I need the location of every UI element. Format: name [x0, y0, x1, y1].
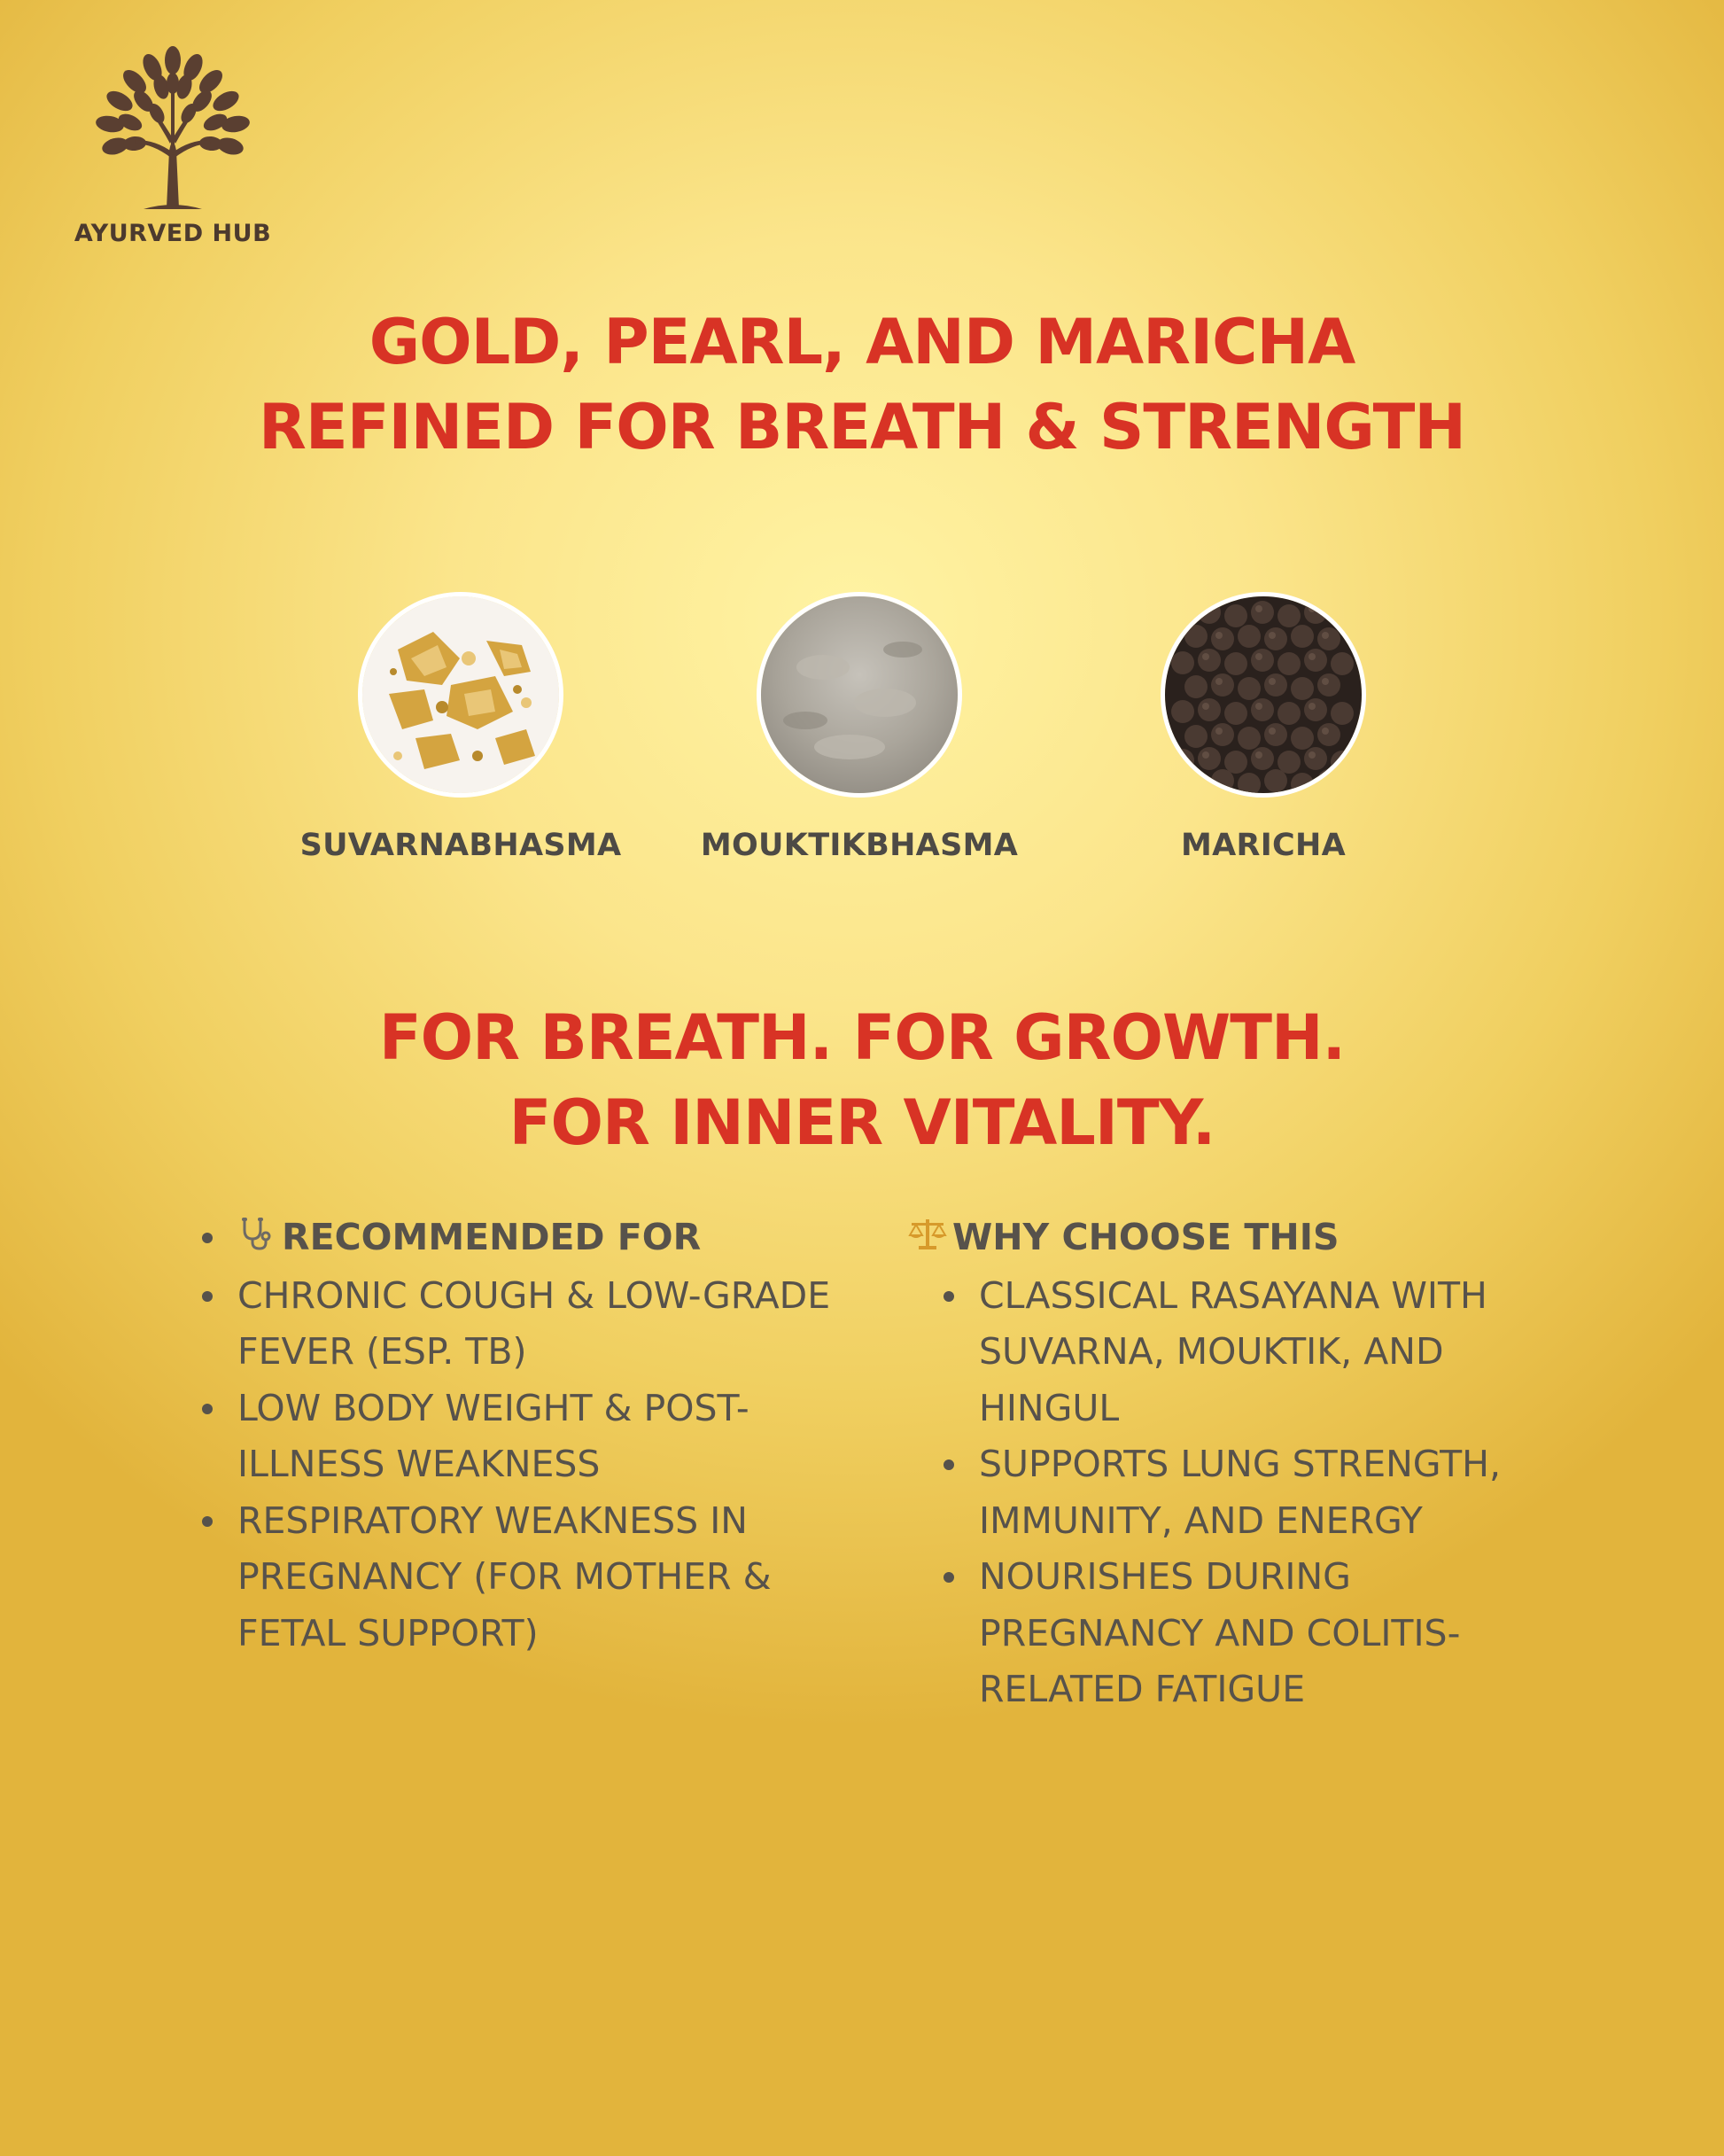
- ingredient-mouktikbhasma: [656, 592, 1063, 863]
- recommended-heading: RECOMMENDED FOR: [282, 1216, 702, 1258]
- ingredient-label: MOUKTIKBHASMA: [700, 828, 1019, 863]
- list-item-line: PREGNANCY AND COLITIS-: [979, 1611, 1461, 1654]
- list-item-line: SUVARNA, MOUKTIK, AND: [979, 1330, 1444, 1374]
- list-item-line: CLASSICAL RASAYANA WITH: [979, 1273, 1487, 1317]
- tree-icon: [90, 44, 255, 213]
- list-item-line: ILLNESS WEAKNESS: [237, 1443, 601, 1486]
- gold-flakes-image: [358, 592, 563, 798]
- why-choose-list: [908, 1210, 1528, 1718]
- pearl-powder-image: [757, 592, 962, 798]
- headline-line-1: GOLD, PEARL, AND MARICHA: [369, 306, 1355, 378]
- tagline-line-1: FOR BREATH. FOR GROWTH.: [378, 1001, 1346, 1074]
- brand-logo: [71, 44, 275, 248]
- list-item-line: FEVER (ESP. TB): [237, 1330, 527, 1374]
- recommended-for-list: [197, 1210, 870, 1662]
- headline-line-2: REFINED FOR BREATH & STRENGTH: [258, 391, 1465, 463]
- list-item-line: CHRONIC COUGH & LOW-GRADE: [237, 1273, 831, 1317]
- black-pepper-image: [1161, 592, 1366, 798]
- ingredient-suvarnabhasma: [257, 592, 664, 863]
- ingredient-maricha: [1060, 592, 1467, 863]
- list-item-line: SUPPORTS LUNG STRENGTH,: [979, 1443, 1501, 1486]
- tagline-line-2: FOR INNER VITALITY.: [509, 1086, 1215, 1159]
- list-item-line: IMMUNITY, AND ENERGY: [979, 1498, 1423, 1542]
- list-item-line: FETAL SUPPORT): [237, 1611, 539, 1654]
- balance-scale-icon: [908, 1211, 952, 1268]
- list-item: [938, 1268, 1528, 1437]
- ingredient-label: SUVARNABHASMA: [299, 828, 622, 863]
- list-item: [197, 1493, 870, 1662]
- list-item-line: NOURISHES DURING: [979, 1555, 1351, 1599]
- ingredient-label: MARICHA: [1180, 828, 1347, 863]
- recommended-heading-row: [197, 1210, 870, 1268]
- list-item-line: HINGUL: [979, 1386, 1120, 1429]
- brand-name: AYURVED HUB: [74, 220, 272, 247]
- list-item: [197, 1381, 870, 1493]
- list-item: [938, 1549, 1528, 1718]
- list-item: [197, 1268, 870, 1381]
- stethoscope-icon: [237, 1211, 282, 1268]
- why-choose-heading: WHY CHOOSE THIS: [952, 1216, 1340, 1258]
- list-item-line: PREGNANCY (FOR MOTHER &: [237, 1555, 772, 1599]
- list-item-line: RESPIRATORY WEAKNESS IN: [237, 1498, 748, 1542]
- why-choose-heading-row: [908, 1210, 1528, 1268]
- list-item-line: RELATED FATIGUE: [979, 1668, 1306, 1711]
- tagline-headline: [0, 995, 1724, 1165]
- list-item-line: LOW BODY WEIGHT & POST-: [237, 1386, 749, 1429]
- main-headline: [0, 300, 1724, 470]
- list-item: [938, 1436, 1528, 1549]
